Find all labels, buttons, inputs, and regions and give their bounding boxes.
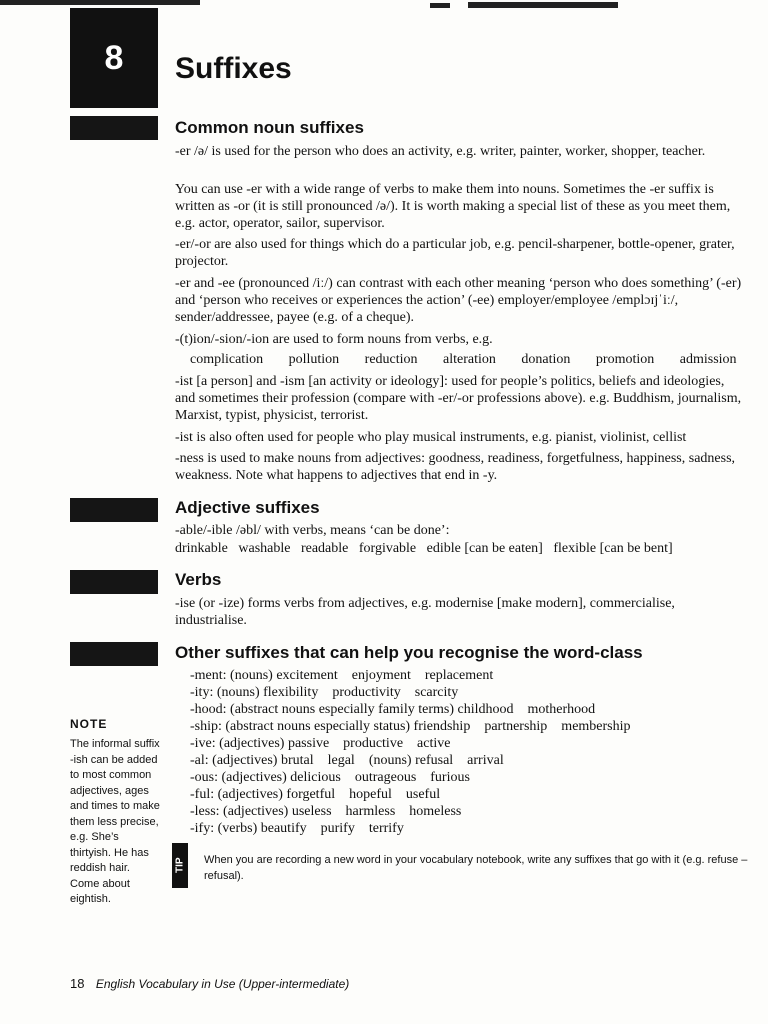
tion-word: promotion: [595, 352, 655, 367]
top-rule-right: [468, 2, 618, 8]
unit-number: 8: [70, 8, 158, 108]
list-item: -ive: (adjectives) passive productive active: [190, 736, 451, 751]
tion-word: alteration: [443, 352, 496, 367]
noun-p7: -ist is also often used for people who play musical instruments, e.g. pianist, violinist, cellist: [175, 430, 687, 445]
list-item: -ful: (adjectives) forgetful hopeful useful: [190, 787, 441, 802]
tion-word: complication: [190, 352, 264, 367]
tion-word: pollution: [288, 352, 340, 367]
noun-p2: You can use -er with a wide range of verbs to make them into nouns. Sometimes the -er suffix is written as -or (it is still pronounced /ə/). It is worth making a special list of these as you meet them, e.g. actor, operator, sailor, supervisor.: [175, 182, 731, 231]
verbs-p1: -ise (or -ize) forms verbs from adjectives, e.g. modernise [make modern], commercialise, industrialise.: [175, 596, 675, 628]
noun-p6: -ist [a person] and -ism [an activity or ideology]: used for people’s politics, beliefs and ideologies, and sometimes their profession (compare with -er/-or professions above). e.g. Buddhism, journalism, Marxist, typist, physicist, terrorist.: [175, 374, 742, 423]
tip-text: When you are recording a new word in your vocabulary notebook, write any suffixes that go with it (e.g. refuse – refusal).: [204, 854, 748, 882]
footer: [70, 976, 349, 991]
adjective-p2: drinkable washable readable forgivable edible [can be eaten] flexible [can be bent]: [175, 541, 673, 556]
suffix-list: [190, 667, 631, 837]
top-rule: [0, 0, 200, 5]
list-item: -hood: (abstract nouns especially family terms) childhood motherhood: [190, 702, 596, 717]
tion-word: admission: [679, 352, 737, 367]
list-item: -ity: (nouns) flexibility productivity scarcity: [190, 685, 459, 700]
tion-word: reduction: [364, 352, 418, 367]
section-marker-noun: [70, 116, 158, 140]
noun-p1: -er /ə/ is used for the person who does an activity, e.g. writer, painter, worker, shopper, teacher.: [175, 144, 706, 159]
tion-word-row: [190, 352, 759, 368]
noun-p5: -(t)ion/-sion/-ion are used to form nouns from verbs, e.g.: [175, 332, 493, 347]
tion-word: donation: [521, 352, 571, 367]
heading-adjective-suffixes: Adjective suffixes: [175, 498, 320, 517]
page-number: 18: [70, 976, 85, 991]
list-item: -ous: (adjectives) delicious outrageous furious: [190, 770, 470, 785]
section-marker-adjective: [70, 498, 158, 522]
list-item: -ify: (verbs) beautify purify terrify: [190, 821, 404, 836]
section-marker-verbs: [70, 570, 158, 594]
list-item: -ship: (abstract nouns especially status) friendship partnership membership: [190, 719, 631, 734]
heading-verbs: Verbs: [175, 570, 222, 589]
note-heading: NOTE: [70, 717, 108, 731]
list-item: -ment: (nouns) excitement enjoyment replacement: [190, 668, 494, 683]
noun-p3: -er/-or are also used for things which do a particular job, e.g. pencil-sharpener, bottle-opener, grater, projector.: [175, 237, 735, 269]
unit-title: Suffixes: [175, 52, 292, 85]
list-item: -al: (adjectives) brutal legal (nouns) refusal arrival: [190, 753, 504, 768]
book-title: English Vocabulary in Use (Upper-intermediate): [95, 977, 350, 991]
tip-label: TIP: [172, 843, 188, 888]
noun-p8: -ness is used to make nouns from adjectives: goodness, readiness, forgetfulness, happiness, sadness, weakness. Note what happens to adjectives that end in -y.: [175, 451, 736, 483]
heading-other-suffixes: Other suffixes that can help you recognise the word-class: [175, 643, 643, 662]
top-rule-mark: [430, 3, 450, 8]
noun-p4: -er and -ee (pronounced /iː/) can contrast with each other meaning ‘person who does something’ (-er) and ‘person who receives or experiences the action’ (-ee) employer/employee /emplɔɪjˈiː/, sender/addressee, payee (e.g. of a cheque).: [175, 276, 742, 325]
list-item: -less: (adjectives) useless harmless homeless: [190, 804, 462, 819]
section-marker-other: [70, 642, 158, 666]
heading-noun-suffixes: Common noun suffixes: [175, 118, 364, 137]
note-text: The informal suffix -ish can be added to most common adjectives, ages and times to make them less precise, e.g. She’s thirtyish. He has reddish hair. Come about eightish.: [70, 738, 160, 905]
adjective-p1: -able/-ible /əbl/ with verbs, means ‘can be done’:: [175, 523, 450, 538]
